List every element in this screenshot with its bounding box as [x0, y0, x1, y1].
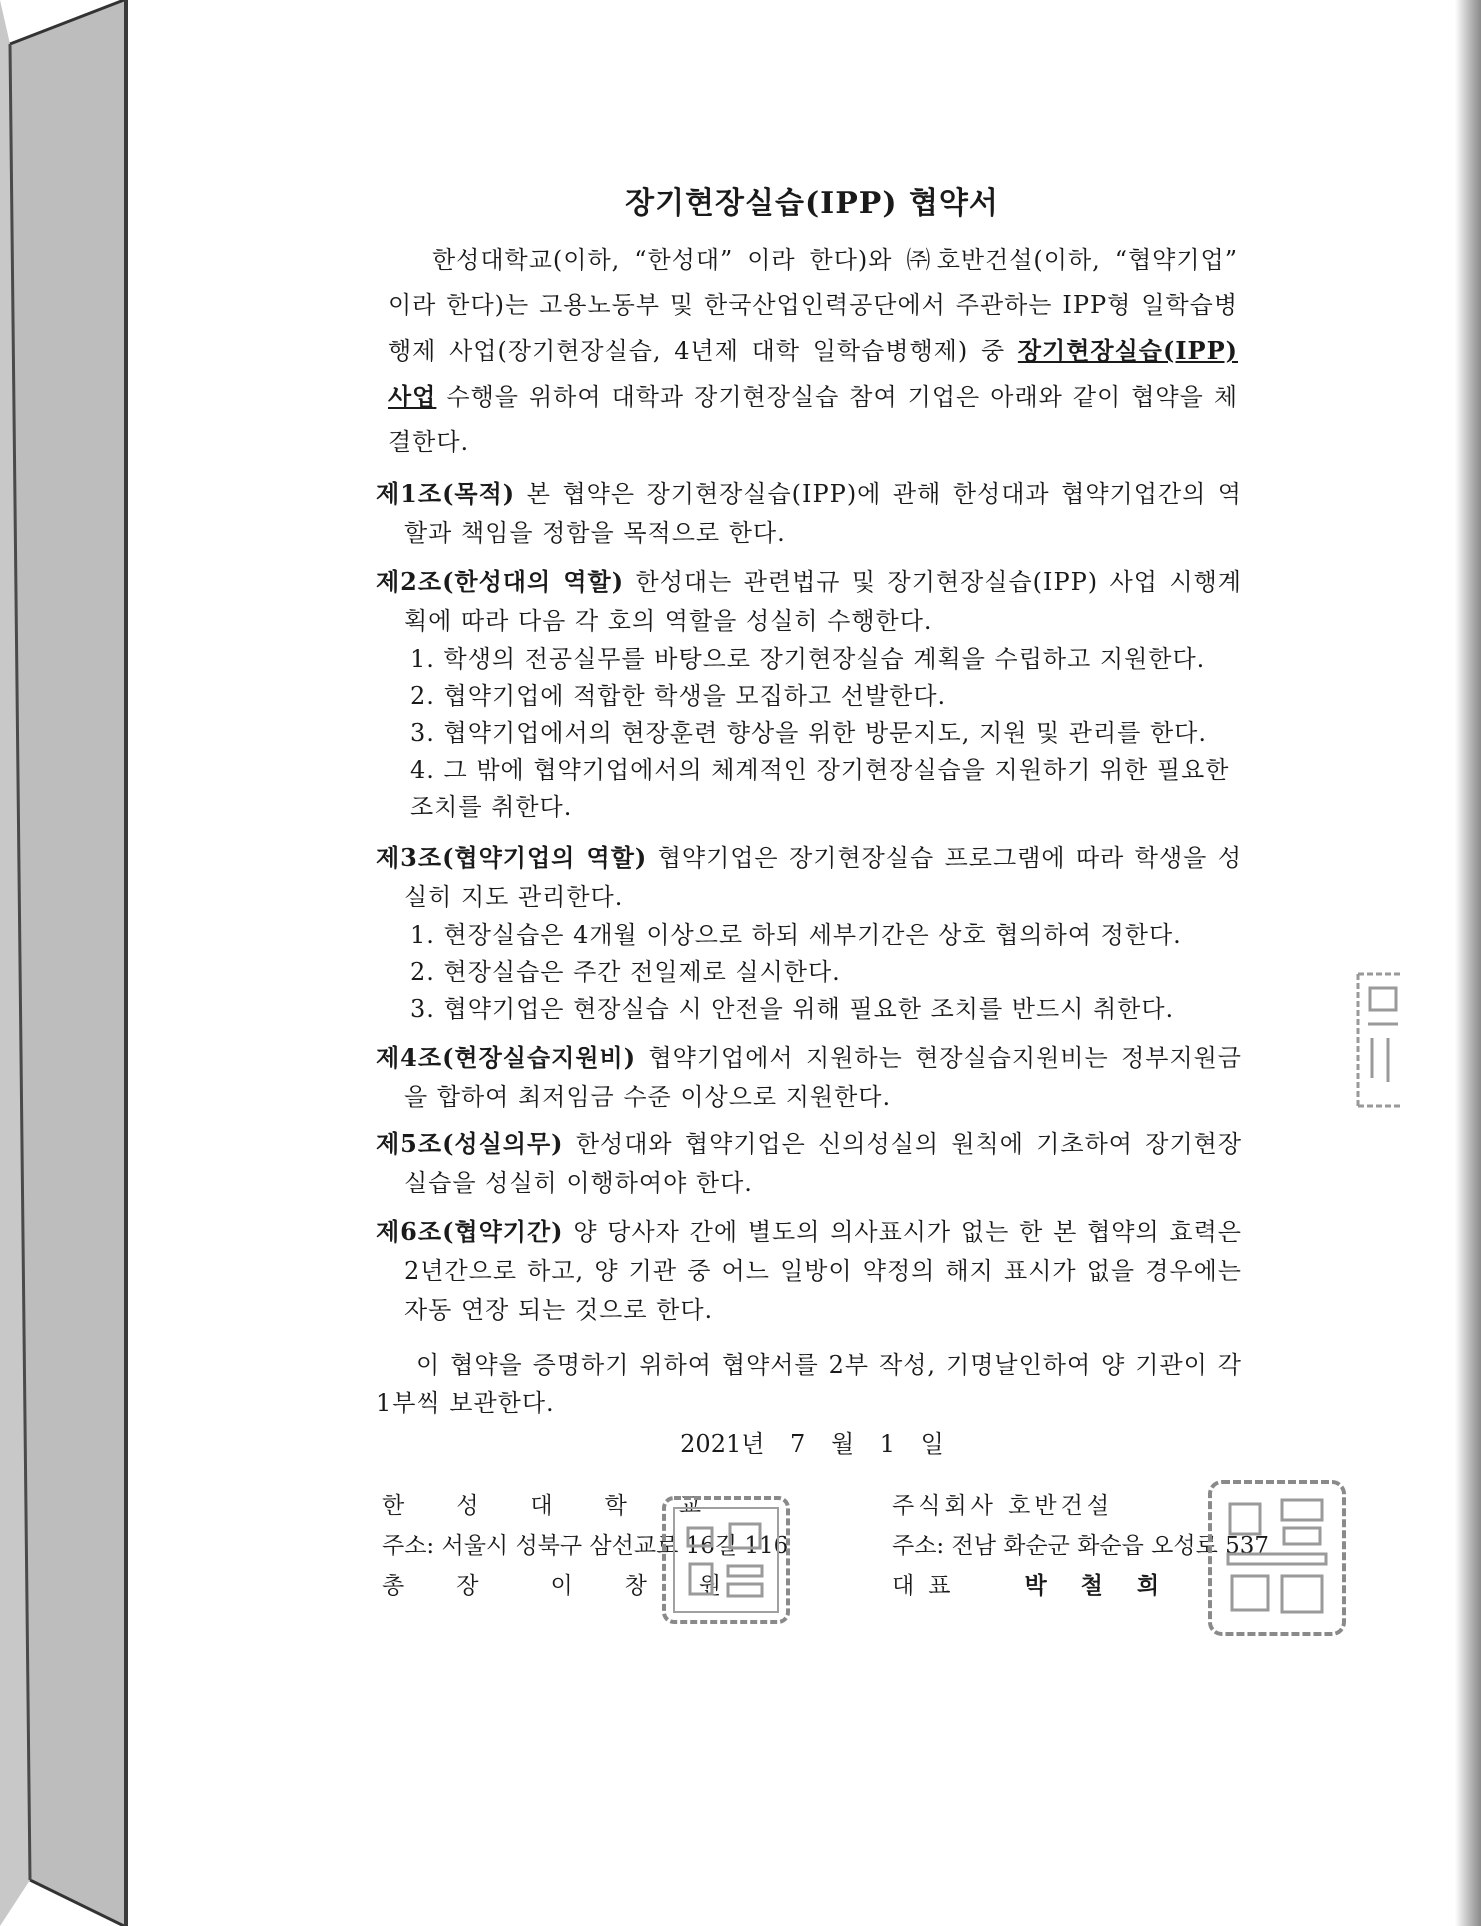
page-edge: [124, 0, 128, 1926]
list-item: 3. 협약기업은 현장실습 시 안전을 위해 필요한 조치를 반드시 취한다.: [410, 995, 1175, 1023]
article-2: [376, 562, 1242, 826]
preamble-text-1: 한성대학교(이하, “한성대” 이라 한다)와 ㈜호반건설(이하, “협약기업” 이라 한다)는 고용노동부 및 한국산업인력공단에서 주관하는 IPP형 일학습병행제 사업(장기현장실습, 4년제 대학 일학습병행제) 중: [388, 246, 1238, 365]
article-items: [376, 917, 1242, 1028]
preamble: [388, 238, 1238, 465]
rep-name: 박철희: [1024, 1572, 1194, 1599]
article-heading: 제1조(목적): [376, 479, 516, 508]
article-heading: 제6조(협약기간): [376, 1217, 564, 1246]
company-seal-icon: [1206, 1478, 1348, 1638]
signing-date: 2021년 7 월 1 일: [680, 1430, 944, 1458]
article-text: 한성대와 협약기업은 신의성실의 원칙에 기초하여 장기현장실습을 성실히 이행하여야 한다.: [404, 1130, 1242, 1197]
page-right-shadow: [1455, 0, 1481, 1926]
closing-statement: [376, 1346, 1242, 1422]
article-5: [376, 1124, 1242, 1203]
article-text: 양 당사자 간에 별도의 의사표시가 없는 한 본 협약의 효력은 2년간으로 하고, 양 기관 중 어느 일방이 약정의 해지 표시가 없을 경우에는 자동 연장 되는 것으로 한다.: [404, 1218, 1242, 1324]
party-name: 한성대학교: [382, 1493, 754, 1519]
party-address: 주소: 전남 화순군 화순읍 오성로 537: [892, 1533, 1270, 1559]
rep-title: 총장: [382, 1573, 531, 1599]
party-address: 주소: 서울시 성북구 삼선교로 16길 116: [382, 1533, 789, 1559]
party-name: 주식회사 호반건설: [892, 1493, 1114, 1519]
article-text: 본 협약은 장기현장실습(IPP)에 관해 한성대과 협약기업간의 역할과 책임을 정함을 목적으로 한다.: [404, 480, 1242, 547]
document-title: 장기현장실습(IPP) 협약서: [625, 186, 999, 221]
article-heading: 제5조(성실의무): [376, 1129, 564, 1158]
rep-name: 이창원: [550, 1573, 774, 1599]
list-item: 1. 학생의 전공실무를 바탕으로 장기현장실습 계획을 수립하고 지원한다.: [410, 645, 1206, 673]
article-6: [376, 1212, 1242, 1330]
list-item: 2. 협약기업에 적합한 학생을 모집하고 선발한다.: [410, 682, 947, 710]
article-text: 협약기업에서 지원하는 현장실습지원비는 정부지원금을 합하여 최저임금 수준 이상으로 지원한다.: [404, 1044, 1242, 1111]
preamble-underlined: 장기현장실습(IPP) 사업: [388, 336, 1238, 411]
article-3: [376, 838, 1242, 1028]
article-heading: 제2조(한성대의 역할): [376, 567, 625, 596]
preamble-text-2: 수행을 위하여 대학과 장기현장실습 참여 기업은 아래와 같이 협약을 체결한다.: [388, 383, 1238, 456]
article-heading: 제3조(협약기업의 역할): [376, 843, 648, 872]
partial-seal-icon: [1352, 968, 1408, 1112]
article-4: [376, 1038, 1242, 1117]
book-spine-shadow: [0, 0, 130, 1926]
closing-text: 이 협약을 증명하기 위하여 협약서를 2부 작성, 기명날인하여 양 기관이 각 1부씩 보관한다.: [376, 1351, 1242, 1417]
article-items: [376, 641, 1242, 826]
list-item: 2. 현장실습은 주간 전일제로 실시한다.: [410, 958, 841, 986]
university-seal-icon: [660, 1494, 792, 1626]
article-text: 한성대는 관련법규 및 장기현장실습(IPP) 사업 시행계획에 따라 다음 각 호의 역할을 성실히 수행한다.: [404, 568, 1242, 635]
article-1: [376, 474, 1242, 553]
list-item: 4. 그 밖에 협약기업에서의 체계적인 장기현장실습을 지원하기 위한 필요한 조치를 취한다.: [410, 756, 1230, 821]
list-item: 3. 협약기업에서의 현장훈련 향상을 위한 방문지도, 지원 및 관리를 한다.: [410, 719, 1207, 747]
article-heading: 제4조(현장실습지원비): [376, 1043, 637, 1072]
rep-title: 대표: [892, 1573, 965, 1599]
list-item: 1. 현장실습은 4개월 이상으로 하되 세부기간은 상호 협의하여 정한다.: [410, 921, 1182, 949]
article-text: 협약기업은 장기현장실습 프로그램에 따라 학생을 성실히 지도 관리한다.: [404, 844, 1242, 911]
